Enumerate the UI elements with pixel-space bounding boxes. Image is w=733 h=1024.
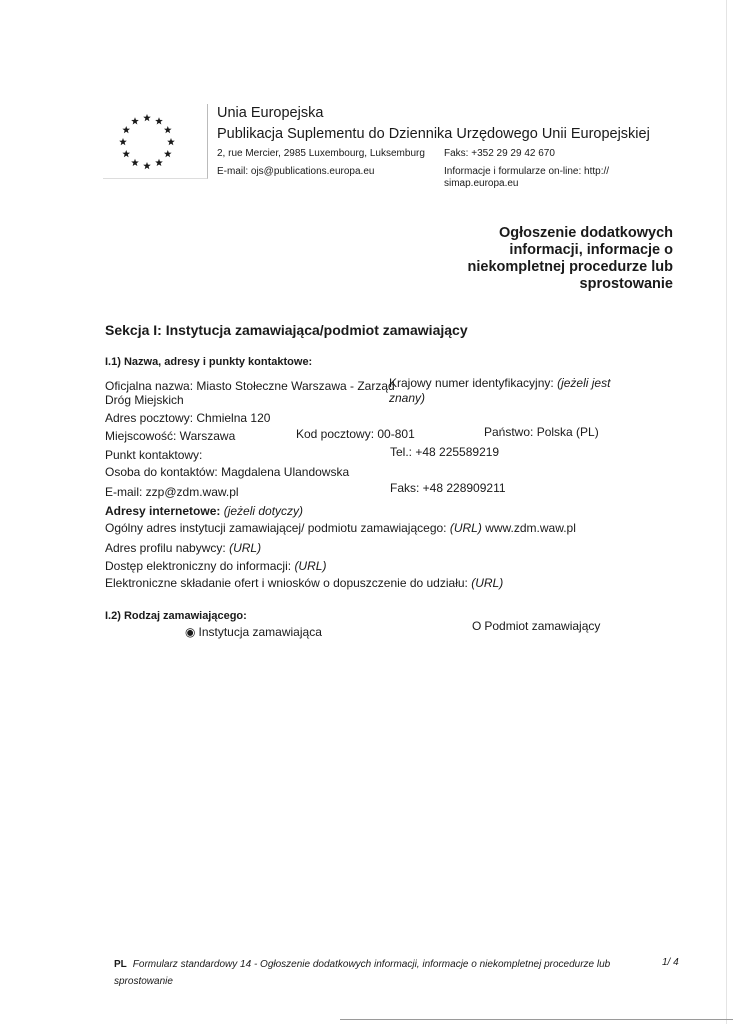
internet-addresses-hint: (jeżeli dotyczy) bbox=[223, 504, 304, 518]
eu-flag-logo bbox=[103, 104, 208, 179]
star-icon bbox=[167, 138, 175, 145]
radio-label: Podmiot zamawiający bbox=[484, 619, 601, 633]
header-address: 2, rue Mercier, 2985 Luxembourg, Luksemburg bbox=[217, 148, 425, 159]
email: E-mail: zzp@zdm.waw.pl bbox=[105, 485, 239, 499]
page-edge bbox=[726, 0, 727, 1024]
internet-addresses bbox=[105, 504, 303, 518]
url-tag: (URL) bbox=[229, 541, 262, 555]
url-tag: (URL) bbox=[449, 521, 482, 535]
url-tag: (URL) bbox=[294, 559, 327, 573]
radio-contracting-entity[interactable] bbox=[472, 619, 600, 633]
star-icon bbox=[155, 117, 163, 124]
star-icon bbox=[119, 138, 127, 145]
radio-label: Instytucja zamawiająca bbox=[198, 625, 322, 639]
national-id-hint: (jeżeli jest bbox=[557, 376, 611, 390]
star-icon bbox=[164, 150, 172, 157]
star-icon bbox=[122, 126, 130, 133]
url-tag: (URL) bbox=[471, 576, 504, 590]
star-icon bbox=[155, 159, 163, 166]
city: Miejscowość: Warszawa bbox=[105, 429, 236, 443]
national-id-label: Krajowy numer identyfikacyjny: bbox=[389, 376, 554, 390]
official-name-line2: Dróg Miejskich bbox=[105, 393, 184, 407]
electronic-submission bbox=[105, 576, 503, 590]
star-icon bbox=[131, 159, 139, 166]
general-address-label: Ogólny adres instytucji zamawiającej/ podmiotu zamawiającego: bbox=[105, 521, 447, 535]
star-icon bbox=[143, 162, 151, 169]
electronic-access bbox=[105, 559, 326, 573]
notice-title bbox=[443, 225, 673, 293]
electronic-access-label: Dostęp elektroniczny do informacji: bbox=[105, 559, 292, 573]
postal-address: Adres pocztowy: Chmielna 120 bbox=[105, 411, 271, 425]
header-info-line2: simap.europa.eu bbox=[444, 178, 519, 189]
footer-form-line2: sprostowanie bbox=[114, 976, 173, 987]
notice-title-line: informacji, informacje o bbox=[509, 242, 673, 258]
bottom-rule bbox=[340, 1019, 733, 1020]
footer-form-line1 bbox=[114, 959, 610, 970]
footer-form-name: Formularz standardowy 14 - Ogłoszenie dodatkowych informacji, informacje o niekompletnej procedurze lub bbox=[132, 959, 611, 970]
subsection-title-i2: I.2) Rodzaj zamawiającego: bbox=[105, 610, 247, 622]
national-id bbox=[389, 376, 610, 390]
contact-point: Punkt kontaktowy: bbox=[105, 448, 203, 462]
subsection-title-i1: I.1) Nazwa, adresy i punkty kontaktowe: bbox=[105, 356, 313, 368]
radio-selected-icon: ◉ bbox=[185, 625, 196, 639]
official-name-line1: Oficjalna nazwa: Miasto Stołeczne Warszawa - Zarząd bbox=[105, 379, 395, 393]
header-org: Unia Europejska bbox=[217, 105, 324, 121]
section-title: Sekcja I: Instytucja zamawiająca/podmiot zamawiający bbox=[105, 322, 468, 338]
electronic-submission-label: Elektroniczne składanie ofert i wniosków o dopuszczenie do udziału: bbox=[105, 576, 468, 590]
page-number: 1/ 4 bbox=[662, 957, 679, 968]
internet-addresses-label: Adresy internetowe: bbox=[105, 504, 221, 518]
star-icon bbox=[131, 117, 139, 124]
eu-stars-icon bbox=[103, 104, 207, 178]
radio-contracting-authority[interactable] bbox=[185, 625, 322, 639]
star-icon bbox=[143, 114, 151, 121]
notice-title-line: niekompletnej procedurze lub bbox=[467, 259, 673, 275]
radio-unselected-icon: O bbox=[472, 619, 482, 633]
header-fax: Faks: +352 29 29 42 670 bbox=[444, 148, 555, 159]
header-info-line1: Informacje i formularze on-line: http:// bbox=[444, 166, 610, 177]
general-address-url[interactable]: www.zdm.waw.pl bbox=[485, 521, 576, 535]
header-email: E-mail: ojs@publications.europa.eu bbox=[217, 166, 375, 177]
general-address bbox=[105, 521, 576, 535]
star-icon bbox=[122, 150, 130, 157]
national-id-hint-line2: znany) bbox=[389, 391, 426, 405]
notice-title-line: sprostowanie bbox=[579, 276, 673, 292]
fax: Faks: +48 228909211 bbox=[390, 481, 506, 495]
header-publication: Publikacja Suplementu do Dziennika Urzędowego Unii Europejskiej bbox=[217, 126, 650, 142]
telephone: Tel.: +48 225589219 bbox=[390, 445, 500, 459]
notice-title-line: Ogłoszenie dodatkowych bbox=[498, 225, 673, 241]
country: Państwo: Polska (PL) bbox=[484, 425, 599, 439]
buyer-profile bbox=[105, 541, 261, 555]
star-icon bbox=[164, 126, 172, 133]
footer-language-code: PL bbox=[114, 959, 127, 970]
postcode: Kod pocztowy: 00-801 bbox=[296, 427, 415, 441]
contact-person: Osoba do kontaktów: Magdalena Ulandowska bbox=[105, 465, 350, 479]
buyer-profile-label: Adres profilu nabywcy: bbox=[105, 541, 226, 555]
